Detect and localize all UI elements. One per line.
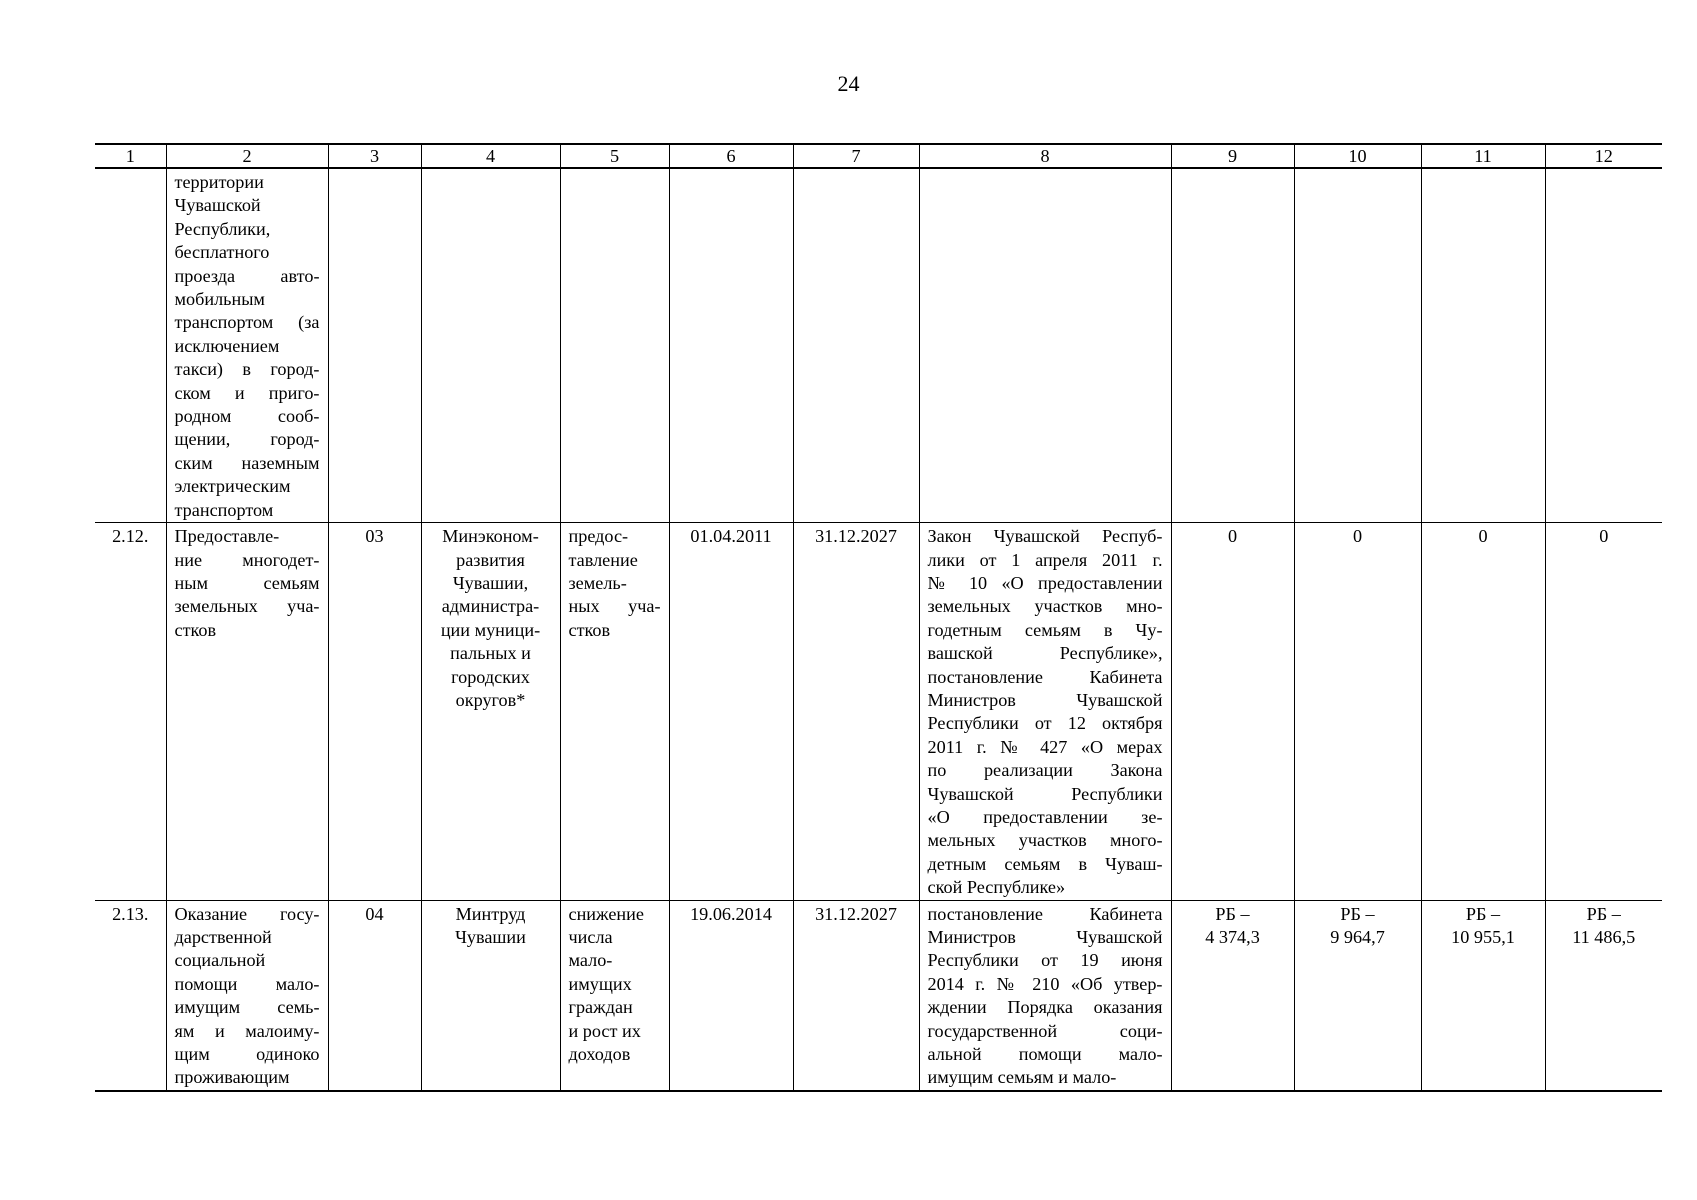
cell-line: щении, город- [174,429,320,450]
result [560,168,669,523]
cell-line: Чувашии, [452,572,529,593]
column-number: 4 [421,144,560,168]
responsible-code: 03 [328,523,421,901]
end-date [793,168,919,523]
cell-line: ние многодет- [174,549,320,570]
cell-line: граждан [568,997,633,1018]
program-table [95,143,1662,1092]
cell-line: такси) в город- [174,359,320,380]
column-number: 10 [1294,144,1421,168]
cell-line: «О предоставлении зе- [927,806,1163,827]
cell-line: ждении Порядка оказания [927,997,1163,1018]
legal-basis [919,168,1171,523]
value-col-10 [1294,523,1421,901]
cell-line: территории [174,172,264,192]
value-col-11 [1421,523,1545,901]
result [560,900,669,1091]
value-col-11 [1421,168,1545,523]
column-number: 7 [793,144,919,168]
responsible-code: 04 [328,900,421,1091]
cell-line: родном сооб- [174,406,320,427]
cell-line: 0 [1478,526,1488,547]
cell-line: стков [568,619,611,640]
cell-line: Оказание госу- [174,903,320,924]
cell-line: земельных участков мно- [927,596,1163,617]
cell-line: развития [456,549,525,570]
cell-line: Чувашской Республики [927,783,1163,804]
cell-line: мобильным [174,289,265,310]
cell-line: ским наземным [174,452,320,473]
value-col-11 [1421,900,1545,1091]
cell-line: Чувашии [455,927,526,947]
cell-line: транспортом [174,499,274,520]
value-col-12 [1545,900,1662,1091]
cell-line: Минтруд [455,903,526,924]
cell-line: доходов [568,1044,631,1065]
end-date: 31.12.2027 [793,900,919,1091]
cell-line: мельных участков много- [927,830,1163,851]
cell-line: годетным семьям в Чу- [927,619,1163,640]
cell-line: Министров Чувашской [927,689,1163,710]
cell-line: № 10 «О предоставлении [927,572,1163,593]
column-number: 12 [1545,144,1662,168]
cell-line: альной помощи мало- [927,1044,1163,1065]
start-date: 01.04.2011 [669,523,793,901]
cell-line: Минэконом- [442,526,539,547]
measure-name [166,523,328,901]
value-col-9 [1171,523,1294,901]
cell-line: лики от 1 апреля 2011 г. [927,549,1163,570]
column-number: 6 [669,144,793,168]
cell-line: исключением [174,335,280,356]
cell-line: проживающим [174,1067,290,1088]
cell-line: вашской Республике», [927,643,1163,664]
column-number: 3 [328,144,421,168]
value-col-9 [1171,168,1294,523]
column-number: 9 [1171,144,1294,168]
value-col-10 [1294,168,1421,523]
cell-line: стков [174,619,217,640]
cell-line: 0 [1352,526,1363,547]
value-col-12 [1545,168,1662,523]
column-number: 11 [1421,144,1545,168]
cell-line: округов* [455,689,526,710]
cell-line: 4 374,3 [1205,927,1260,947]
table-row [95,168,1662,523]
start-date [669,168,793,523]
cell-line: электрическим [174,476,291,497]
cell-line: проезда авто- [174,265,320,286]
cell-line: имущим семь- [174,997,320,1018]
cell-line: Предоставле- [174,526,280,547]
cell-line: имущих [568,973,632,994]
cell-line: государственной соци- [927,1020,1163,1041]
cell-line: Республики от 19 июня [927,950,1163,971]
cell-line: ям и малоиму- [174,1020,320,1041]
cell-line: Чувашской [174,195,261,216]
row-number: 2.12. [95,523,166,901]
cell-line: Закон Чувашской Респуб- [927,526,1163,547]
cell-line: пальных и [450,643,531,664]
column-number-header-row [95,144,1662,168]
column-number: 5 [560,144,669,168]
cell-line: РБ – [1465,903,1501,924]
column-number: 1 [95,144,166,168]
measure-name [166,900,328,1091]
cell-line: ных уча- [568,596,661,617]
cell-line: 0 [1599,526,1609,547]
cell-line: 0 [1227,526,1238,547]
cell-line: Республики, [174,218,271,239]
table-row [95,900,1662,1091]
cell-line: земель- [568,572,627,593]
cell-line: постановление Кабинета [927,666,1163,687]
cell-line: снижение [568,903,644,924]
cell-line: социальной [174,950,266,971]
cell-line: РБ – [1340,903,1375,924]
cell-line: 10 955,1 [1451,927,1515,947]
responsible-code [328,168,421,523]
cell-line: мало- [568,950,613,971]
cell-line: бесплатного [174,242,270,263]
value-col-10 [1294,900,1421,1091]
executor [421,168,560,523]
cell-line: щим одиноко [174,1044,320,1065]
result [560,523,669,901]
cell-line: по реализации Закона [927,760,1163,781]
cell-line: 2011 г. № 427 «О мерах [927,736,1163,757]
cell-line: РБ – [1586,903,1621,924]
value-col-12 [1545,523,1662,901]
cell-line: и рост их [568,1020,641,1041]
cell-line: РБ – [1215,903,1250,924]
cell-line: тавление [568,549,638,570]
cell-line: имущим семьям и мало- [927,1067,1117,1088]
cell-line: детным семьям в Чуваш- [927,853,1163,874]
cell-line: земельных уча- [174,596,320,617]
cell-line: ской Республике» [927,877,1066,898]
cell-line: помощи мало- [174,973,320,994]
table-row [95,523,1662,901]
cell-line: 9 964,7 [1330,927,1385,947]
start-date: 19.06.2014 [669,900,793,1091]
cell-line: постановление Кабинета [927,903,1163,924]
column-number: 2 [166,144,328,168]
row-number [95,168,166,523]
measure-name [166,168,328,523]
cell-line: транспортом (за [174,312,320,333]
cell-line: числа [568,927,613,947]
row-number: 2.13. [95,900,166,1091]
cell-line: Республики от 12 октября [927,713,1163,734]
page-number: 24 [837,71,860,96]
executor [421,523,560,901]
end-date: 31.12.2027 [793,523,919,901]
cell-line: предос- [568,526,629,547]
cell-line: администра- [441,596,540,617]
cell-line: ным семьям [174,572,320,593]
cell-line: Министров Чувашской [927,927,1163,947]
value-col-9 [1171,900,1294,1091]
cell-line: 2014 г. № 210 «Об утвер- [927,973,1163,994]
legal-basis [919,523,1171,901]
cell-line: дарственной [174,927,272,947]
cell-line: 11 486,5 [1572,927,1636,947]
legal-basis [919,900,1171,1091]
cell-line: ском и приго- [174,382,320,403]
cell-line: ции муници- [440,619,541,640]
executor [421,900,560,1091]
cell-line: городских [451,666,530,687]
column-number: 8 [919,144,1171,168]
